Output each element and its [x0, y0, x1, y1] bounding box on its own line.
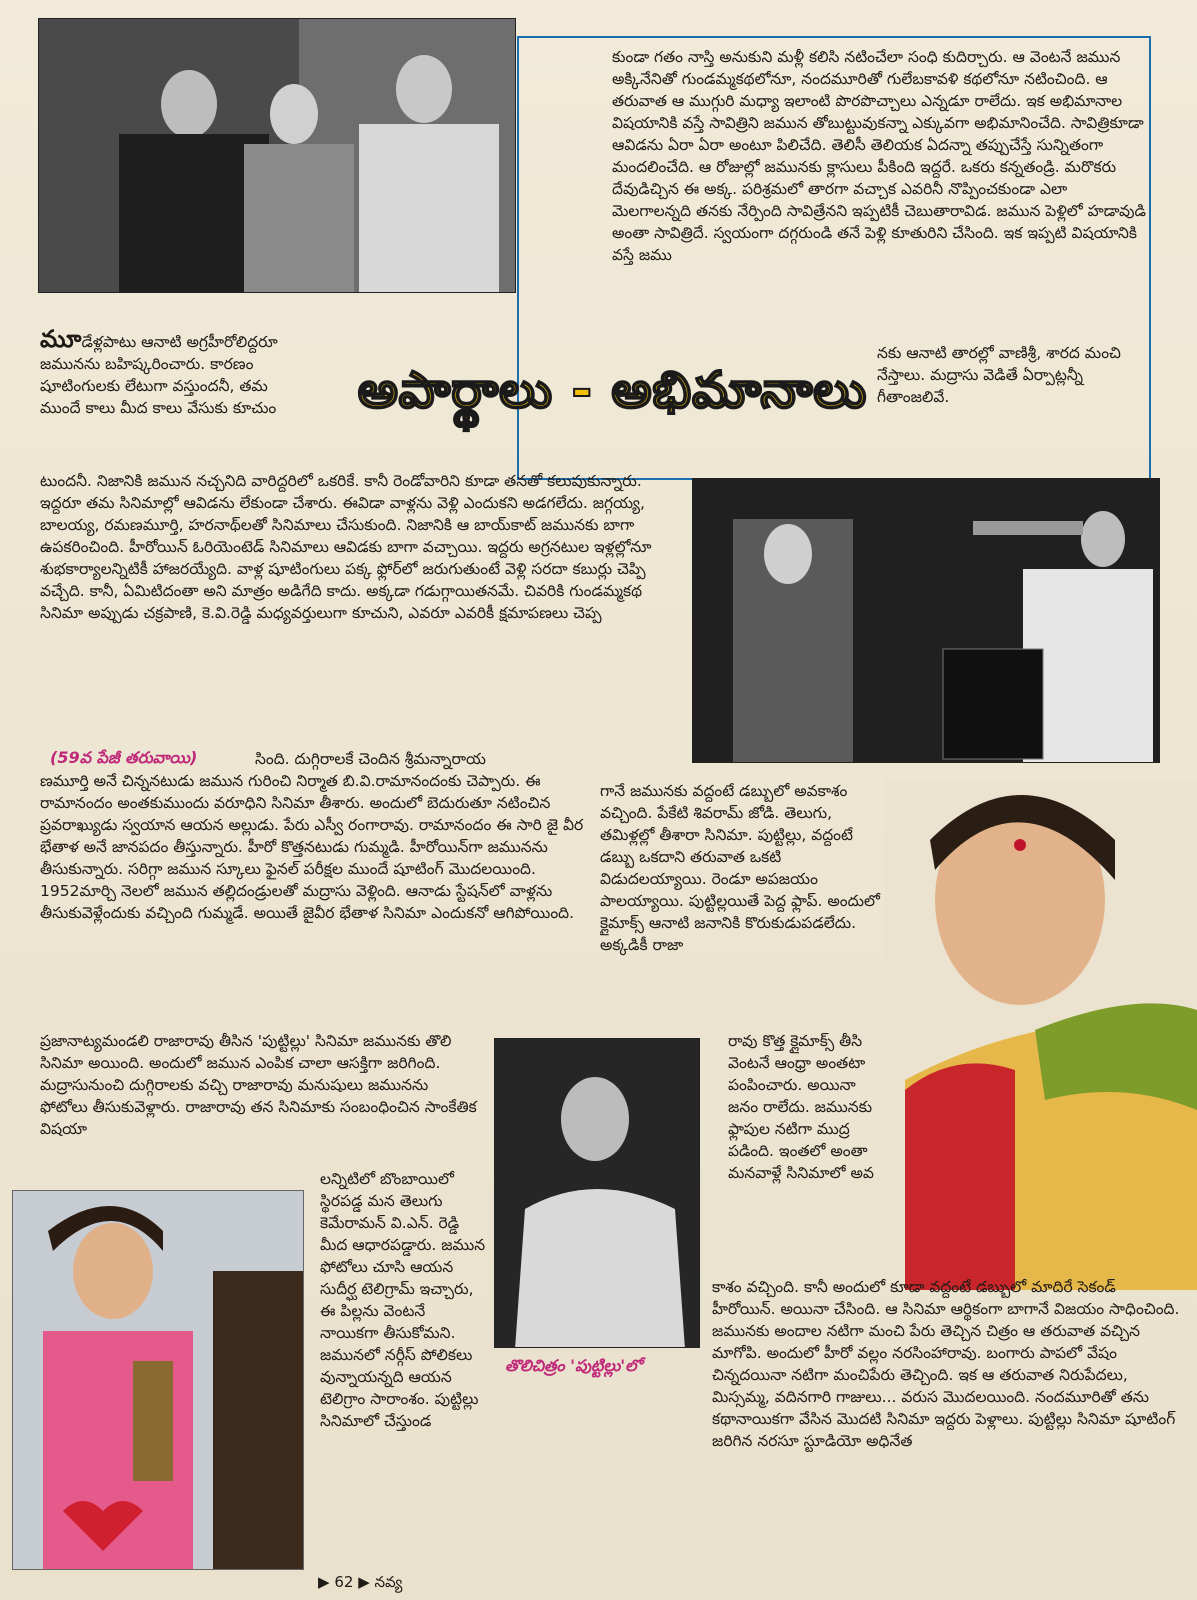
mid-left-text	[40, 770, 590, 1024]
mid-left-first-line	[255, 748, 590, 770]
dropcap: మూ	[40, 328, 82, 353]
photo-puttillu-still	[494, 1038, 700, 1348]
footer-arrow-icon: ▶	[318, 1573, 330, 1591]
mid-right-paragraph-2: రావు కొత్త క్లైమాక్స్ తీసి వెంటనే ఆంధ్రా అంతటా పంపించారు. అయినా జనం రాలేదు. జమునకు ఫ్లాపుల నటిగా ముద్ర పడింది. ఇంతలో అంతా మనవాళ్లే సినిమాలో అవ	[728, 1032, 874, 1182]
bottom-right-text	[712, 1276, 1182, 1566]
article-title: అపార్థాలు - అభిమానాలు	[357, 361, 868, 419]
page-number: 62	[334, 1573, 354, 1591]
left-main-text	[40, 470, 685, 744]
mid-left-paragraph-2: ప్రజానాట్యమండలి రాజారావు తీసిన 'పుట్టిల్లు' సినిమా జమునకు తొలి సినిమా అయింది. అందులో జమున ఎంపిక చాలా ఆసక్తిగా జరిగింది. మద్రాసునుంచి దుగ్గిరాలకు వచ్చి రాజారావు మనుషులు జమునను ఫోటోలు తీసుకువెళ్లారు. రాజారావు తన సినిమాకు సంబంధించిన సాంకేతిక విషయా	[40, 1032, 477, 1138]
left-main-paragraph: టుందనీ. నిజానికి జమున నచ్చనిది వారిద్దరిలో ఒకరికే. కానీ రెండోవారిని కూడా తనతో కలుపుకున్నారు. ఇద్దరూ తమ సినిమాల్లో ఆవిడను లేకుండా చేశారు. ఈవిడా వాళ్లను వెళ్లి ఎందుకని అడగలేదు. జగ్గయ్య, బాలయ్య, రమణమూర్తి, హరనాథ్‌లతో సినిమాలు చేసుకుంది. నిజానికి ఆ బాయ్‌కాట్ జమునకు బాగా ఉపకరించింది. హీరోయిన్ ఓరియెంటెడ్ సినిమాలు ఆవిడకు బాగా వచ్చాయి. ఇద్దరు అగ్రనటుల ఇళ్లల్లోనూ శుభకార్యాలన్నిటికీ హాజరయ్యేది. వాళ్ల షూటింగులు పక్క ఫ్లోర్‌లో జరుగుతుంటే వెళ్లి సరదా కబుర్లు చెప్పి వచ్చేది. కానీ, ఏమిటిదంతా అని మాత్రం అడిగేది కాదు. అక్కడా గడుగ్గాయితనమే. చివరికి గుండమ్మకథ సినిమా అప్పుడు చక్రపాణి, కె.వి.రెడ్డి మధ్యవర్తులుగా కూచుని, ఎవరూ ఎవరికీ క్షమాపణలు చెప్ప	[40, 472, 652, 622]
mid-left-paragraph: ణమూర్తి అనే చిన్ననటుడు జమున గురించి నిర్మాత బి.వి.రామానందంకు చెప్పారు. ఈ రామానందం అంతకుముందు వరూధిని సినిమా తీశారు. అందులో బెదురుతూ నటించిన ప్రవరాఖ్యుడు స్వయాన ఆయన అల్లుడు. పేరు ఎస్వీ రంగారావు. రామానందం ఈ సారి జై వీర భేతాళ అనే జానపదం తీస్తున్నారు. హీరో కొత్తనటుడు గుమ్మడి. హీరోయిన్‌గా జమునను తీసుకున్నారు. సరిగ్గా జమున స్కూలు ఫైనల్ పరీక్షల ముందే షూటింగ్ మొదలయింది. 1952మార్చి నెలలో జమున తల్లిదండ్రులతో మద్రాసు వెళ్లింది. ఆనాడు స్టేషన్‌లో వాళ్లను తీసుకువెళ్లేందుకు వచ్చింది గుమ్మడే. అయితే జైవీర భేతాళ సినిమా ఎందుకనో ఆగిపోయింది.	[40, 772, 584, 922]
continued-from-label: (59వ పేజీ తరువాయి)	[50, 748, 198, 767]
award-figure	[13, 1191, 304, 1570]
bottom-right-paragraph: కాశం వచ్చింది. కానీ అందులో కూడా వద్దంటే డబ్బులో మాదిరే సెకండ్ హీరోయిన్. అయినా చేసింది. ఆ సినిమా ఆర్థికంగా బాగానే విజయం సాధించింది. జమునకు అందాల నటిగా మంచి పేరు తెచ్చిన చిత్రం ఆ తరువాత వచ్చిన మాగోపి. అందులో హీరో వల్లం నరసింహారావు. బంగారు పాపలో వేషం చిన్నదయినా నటిగా మంచిపేరు తెచ్చింది. ఇక ఆ తరువాత నిరుపేదలు, మిస్సమ్మ, వదినగారి గాజులు... వరుస మొదలయింది. నందమూరితో తను కథానాయికగా వేసిన మొదటి సినిమా ఇద్దరు పెళ్లాలు. పుట్టిల్లు సినిమా షూటింగ్ జరిగిన నరసూ స్టూడియో అధినేత	[712, 1278, 1180, 1450]
mid-left-text-2	[40, 1030, 480, 1162]
camera-scene	[693, 479, 1160, 763]
magazine-name: నవ్య	[374, 1573, 403, 1591]
page-footer	[318, 1573, 402, 1595]
left-intro-text	[40, 328, 308, 468]
photo-camera-film-still	[692, 478, 1160, 763]
mid-right-text	[600, 780, 882, 1026]
narrow-column-paragraph: లన్నిటిలో బొంబాయిలో స్థిరపడ్డ మన తెలుగు కెమేరామన్ వి.ఎన్. రెడ్డి మీద ఆధారపడ్డారు. జమున ఫోటోలు చూసి ఆయన సుదీర్ఘ టెలిగ్రామ్ ఇచ్చారు, ఈ పిల్లను వెంటనే నాయికగా తీసుకోమని. జమునలో నర్గీస్ పోలికలు వున్నాయన్నది ఆయన టెలిగ్రాం సారాంశం. పుట్టిల్లు సినిమాలో చేస్తుండ	[320, 1170, 486, 1430]
left-intro-paragraph	[40, 328, 308, 419]
top-right-text-2	[877, 342, 1147, 430]
puttillu-figure	[495, 1039, 700, 1348]
mid-left-first-paragraph: సింది. దుగ్గిరాలకే చెందిన శ్రీమన్నారాయ	[255, 750, 486, 768]
portrait-figure	[885, 780, 1197, 1290]
photo-award-color	[12, 1190, 304, 1570]
top-right-text	[612, 46, 1147, 338]
narrow-column-text	[320, 1168, 486, 1568]
trio-figures	[39, 19, 516, 293]
left-intro-body: డేళ్లపాటు ఆనాటి అగ్రహీరోలిద్దరూ జమునను బహిష్కరించారు. కారణం షూటింగులకు లేటుగా వస్తుందనీ, తమ ముందే కాలు మీద కాలు వేసుకు కూచుం	[40, 333, 278, 417]
photo-color-portrait	[885, 780, 1197, 1290]
top-right-paragraph: కుండా గతం నాస్తి అనుకుని మళ్లీ కలిసి నటించేలా సంధి కుదిర్చారు. ఆ వెంటనే జమున అక్కినేనితో గుండమ్మకథలోనూ, నందమూరితో గులేబకావళి కథలోనూ నటించింది. ఆ తరువాత ఆ ముగ్గురి మధ్యా ఇలాంటి పొరపొచ్చాలు ఎన్నడూ రాలేదు. ఇక అభిమానాల విషయానికి వస్తే సావిత్రిని జమున తోబుట్టువుకన్నా ఎక్కువగా అభిమానించేది. సావిత్రికూడా ఆవిడను ఏరా ఏరా అంటూ పిలిచేది. తెలిసీ తెలియక ఏదన్నా తప్పుచేస్తే సున్నితంగా మందలించేది. ఆ రోజుల్లో జమునకు క్లాసులు పీకింది ఇద్దరే. ఒకరు కన్నతండ్రి. మరొకరు దేవుడిచ్చిన ఈ అక్క. పరిశ్రమలో తారగా వచ్చాక ఎవరినీ నొప్పించకుండా ఎలా మెలగాలన్నది తనకు నేర్పింది సావిత్రేనని ఇప్పటికీ చెబుతారావిడ. జమున పెళ్లిలో హడావుడి అంతా సావిత్రిదే. స్వయంగా దగ్గరుండి తనే పెళ్లి కూతురిని చేసింది. ఇక ఇప్పటి విషయానికి వస్తే జము	[612, 48, 1146, 264]
mid-right-paragraph: గానే జమునకు వద్దంటే డబ్బులో అవకాశం వచ్చింది. పేకేటి శివరామ్ జోడి. తెలుగు, తమిళ్లల్లో తీశారా సినిమా. పుట్టిల్లు, వద్దంటే డబ్బు ఒకదాని తరువాత ఒకటి విడుదలయ్యాయి. రెండూ అపజయం పాలయ్యాయి. పుట్టిల్లయితే పెద్ద ఫ్లాప్. అందులో క్లైమాక్స్ ఆనాటి జనానికి కొరుకుడుపడలేదు. అక్కడికీ రాజా	[600, 782, 880, 954]
photo-trio-film-still	[38, 18, 516, 293]
photo-caption: తొలిచిత్రం 'పుట్టిల్లు'లో	[505, 1356, 642, 1375]
top-right-paragraph-2: నకు ఆనాటి తారల్లో వాణిశ్రీ, శారద మంచి నేస్తాలు. మద్రాసు వెడితే ఏర్పాట్లన్నీ గీతాంజలివే.	[877, 344, 1121, 406]
mid-right-text-2	[728, 1030, 882, 1274]
footer-arrow-icon-2: ▶	[358, 1573, 370, 1591]
